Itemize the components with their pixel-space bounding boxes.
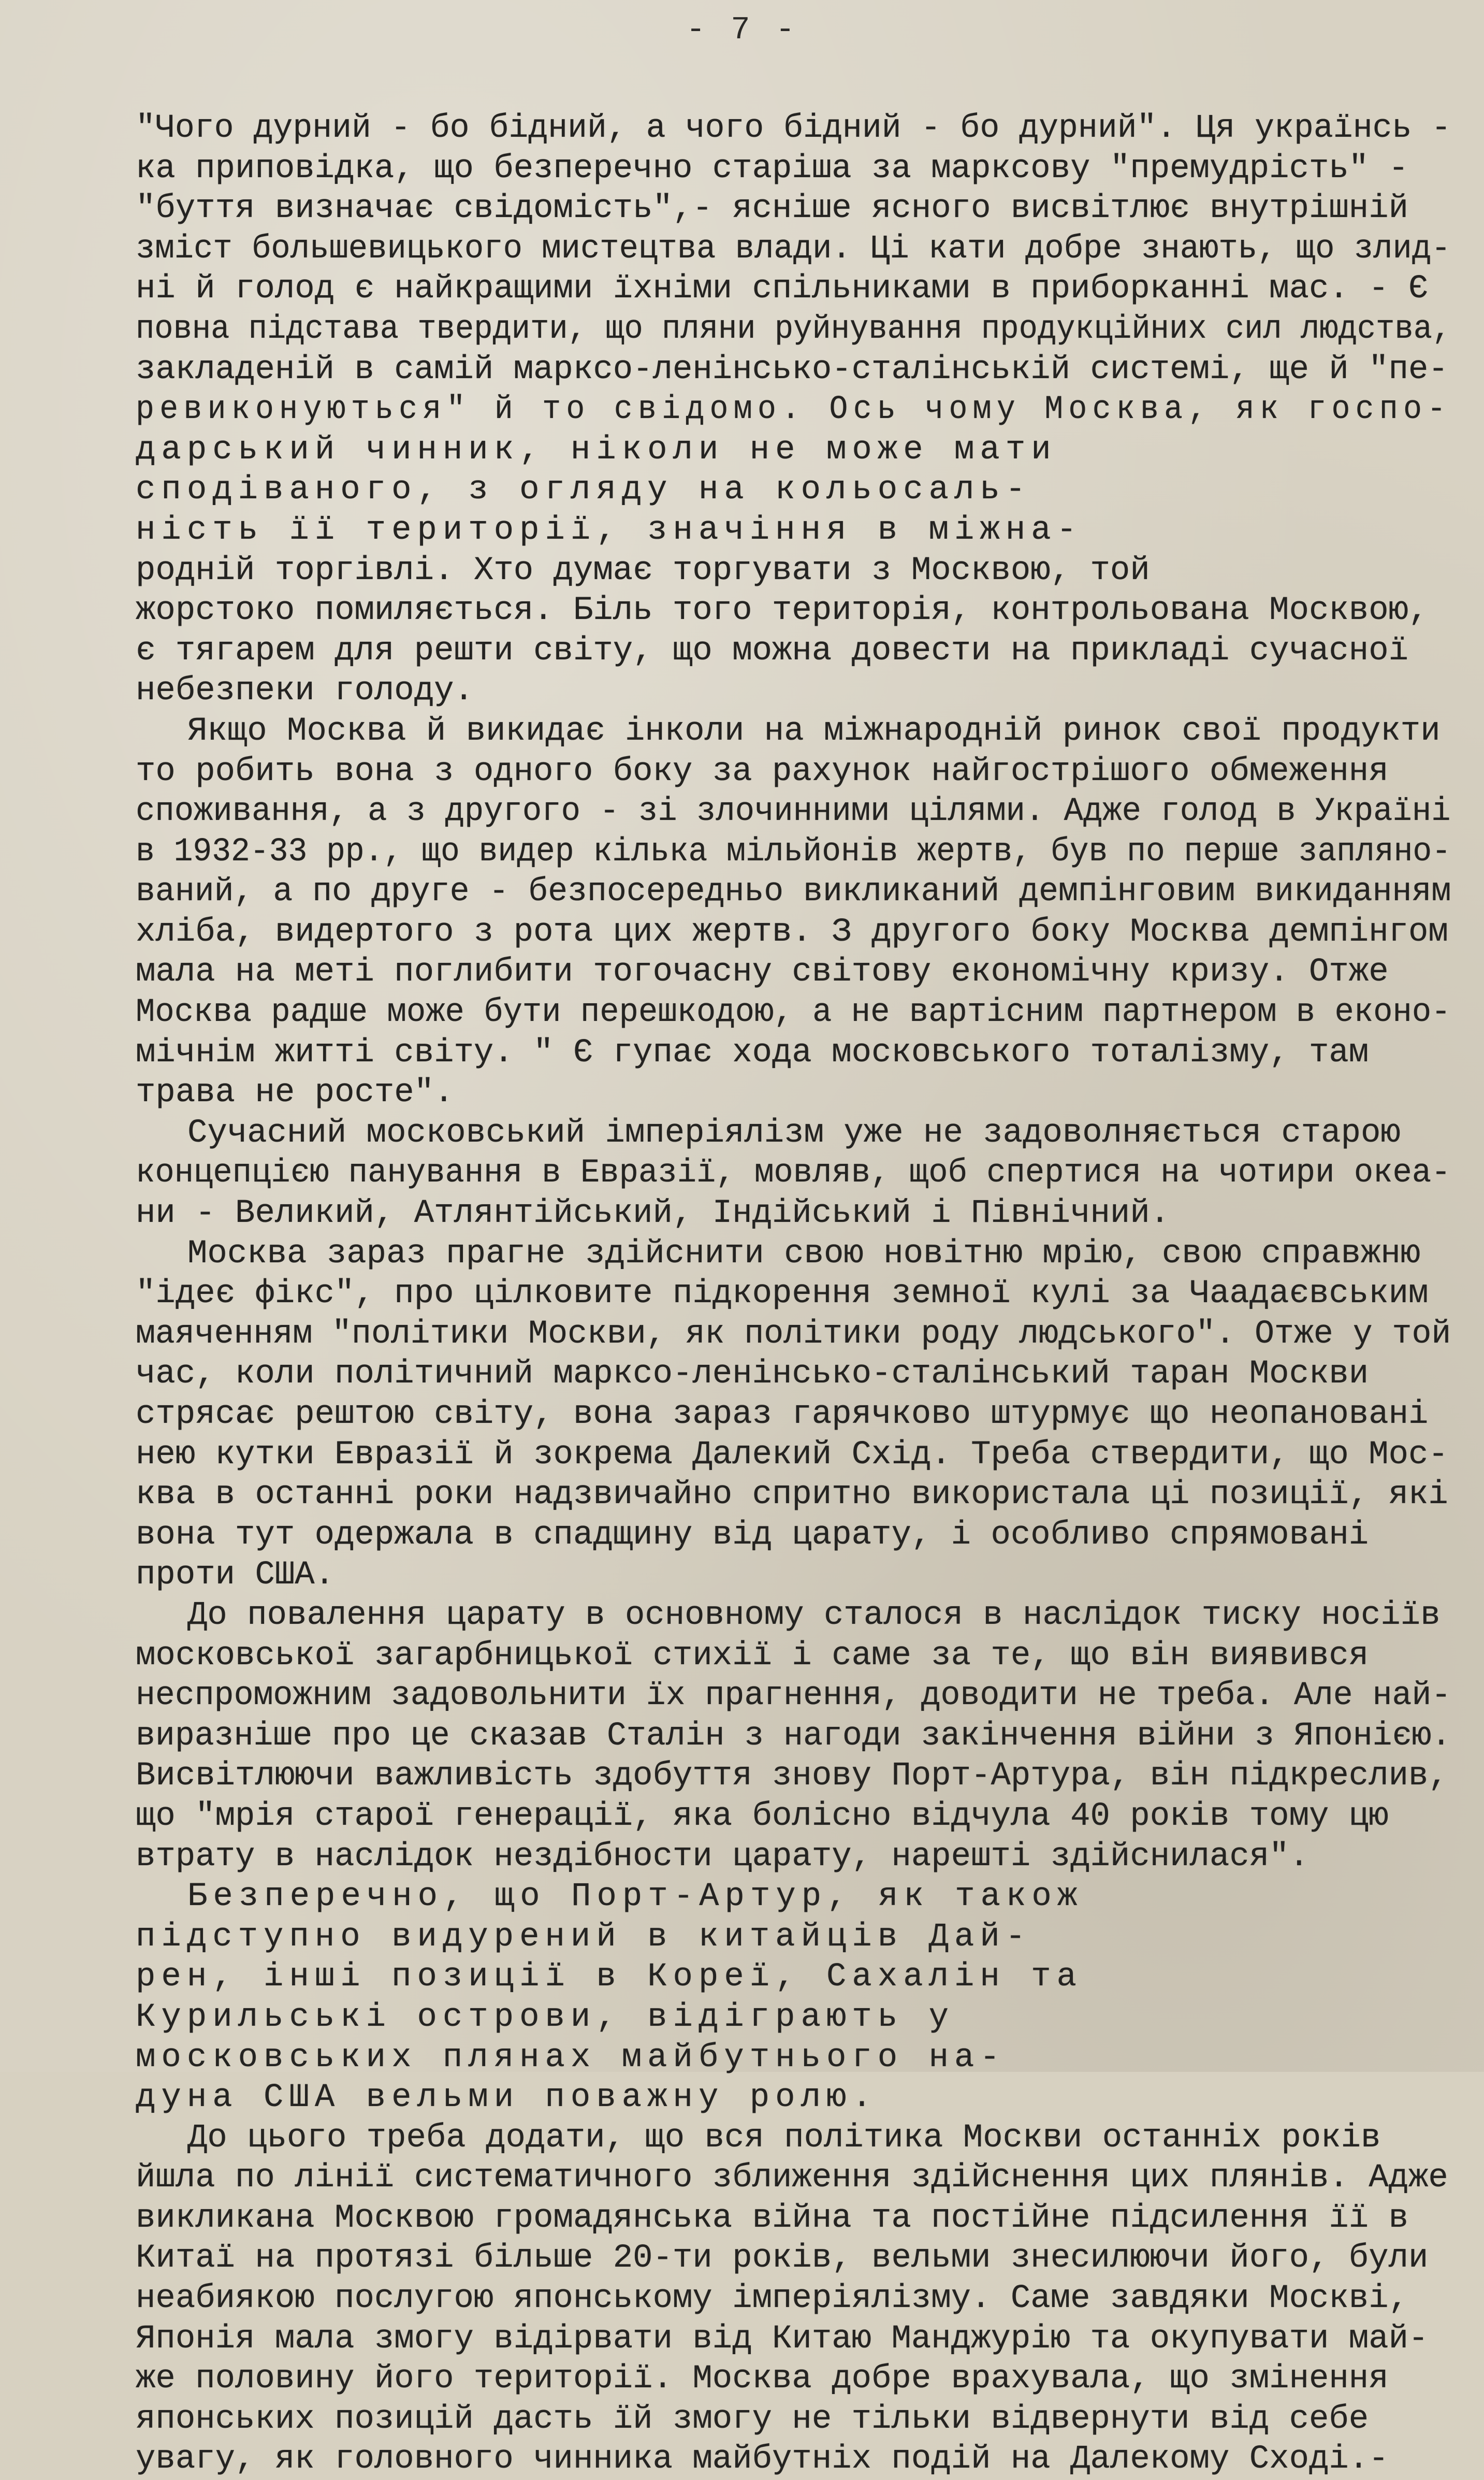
text-line: родній торгівлі. Хто думає торгувати з Москвою, той <box>136 552 1150 589</box>
text-line: час, коли політичний марксо-ленінсько-сталінський таран Москви <box>136 1356 1369 1393</box>
text-line: "буття визначає свідомість",- ясніше ясного висвітлює внутрішній <box>136 190 1408 228</box>
text-line: викликана Москвою громадянська війна та постійне підсилення її в <box>136 2199 1408 2237</box>
text-line: є тягарем для решти світу, що можна довести на прикладі сучасної <box>136 632 1408 670</box>
text-line: Москва радше може бути перешкодою, а не вартісним партнером в еконо- <box>136 994 1451 1032</box>
text-line: хліба, видертого з рота цих жертв. З другого боку Москва демпінгом <box>136 913 1448 951</box>
text-line: підступно видурений в китайців Дай- <box>136 1918 1031 1956</box>
text-line: московських плянах майбутнього на- <box>136 2039 1006 2077</box>
text-line: ква в останні роки надзвичайно спритно використала ці позиції, які <box>136 1476 1448 1514</box>
text-line: Безперечно, що Порт-Артур, як також <box>187 1878 1083 1916</box>
text-line: "Чого дурний - бо бідний, а чого бідний - бо дурний". Ця українсь - <box>136 110 1451 147</box>
text-line: ревиконуються" й то свідомо. Ось чому Москва, як госпо- <box>136 391 1451 429</box>
text-line: "ідеє фікс", про цілковите підкорення земної кулі за Чаадаєвським <box>136 1275 1429 1313</box>
text-line: вона тут одержала в спадщину від царату, і особливо спрямовані <box>136 1516 1369 1554</box>
text-line: неспроможним задовольнити їх прагнення, доводити не треба. Але най- <box>136 1677 1451 1715</box>
text-line: Японія мала змогу відірвати від Китаю Манджурію та окупувати май- <box>136 2320 1429 2358</box>
text-line: закладеній в самій марксо-ленінсько-сталінській системі, ще й "пе- <box>136 351 1448 388</box>
text-line: же половину його території. Москва добре врахувала, що змінення <box>136 2360 1389 2398</box>
text-line: неабиякою послугою японському імперіялізму. Саме завдяки Москві, <box>136 2280 1408 2318</box>
text-line: увагу, як головного чинника майбутніх подій на Далекому Сході.- <box>136 2441 1389 2478</box>
text-line: проти США. <box>136 1556 335 1594</box>
text-line: рен, інші позиції в Кореї, Сахалін та <box>136 1958 1083 1996</box>
text-line: дуна США вельми поважну ролю. <box>136 2079 878 2117</box>
text-line: жорстоко помиляється. Біль того територія, контрольована Москвою, <box>136 592 1429 630</box>
text-line: то робить вона з одного боку за рахунок найгострішого обмеження <box>136 753 1389 790</box>
text-line: ні й голод є найкращими їхніми спільниками в приборканні мас. - Є <box>136 270 1429 308</box>
text-line: Китаї на протязі більше 20-ти років, вельми знесилюючи його, були <box>136 2240 1429 2277</box>
text-line: Курильські острови, відіграють у <box>136 1998 954 2036</box>
text-line: Москва зараз прагне здійснити свою новітню мрію, свою справжню <box>187 1235 1421 1273</box>
text-line: ваний, а по друге - безпосередньо викликаний демпінговим викиданням <box>136 873 1451 911</box>
text-line: До цього треба додати, що вся політика Москви останніх років <box>187 2119 1381 2157</box>
text-line: ни - Великий, Атлянтійський, Індійський і Північний. <box>136 1195 1170 1233</box>
text-line: йшла по лінії систематичного зближення здійснення цих плянів. Адже <box>136 2159 1448 2197</box>
text-line: Висвітлюючи важливість здобуття знову Порт-Артура, він підкреслив, <box>136 1757 1448 1795</box>
text-line: небезпеки голоду. <box>136 672 474 710</box>
text-line: японських позицій дасть їй змогу не тільки відвернути від себе <box>136 2400 1369 2438</box>
text-line: зміст большевицького мистецтва влади. Ці кати добре знають, що злид- <box>136 230 1451 268</box>
text-line: Якщо Москва й викидає інколи на міжнародній ринок свої продукти <box>187 712 1441 750</box>
text-line: споживання, а з другого - зі злочинними цілями. Адже голод в Україні <box>136 793 1451 831</box>
page-number: - 7 - <box>686 11 798 48</box>
text-line: стрясає рештою світу, вона зараз гарячково штурмує що неопановані <box>136 1396 1429 1433</box>
text-line: повна підстава твердити, що пляни руйнування продукційних сил людства, <box>136 310 1451 348</box>
text-line: що "мрія старої генерації, яка болісно відчула 40 років тому цю <box>136 1797 1389 1835</box>
text-line: Сучасний московський імперіялізм уже не задоволняється старою <box>187 1114 1401 1152</box>
text-line: ка приповідка, що безперечно старіша за марксову "премудрість" - <box>136 150 1408 188</box>
text-line: маяченням "політики Москви, як політики роду людського". Отже у той <box>136 1315 1451 1353</box>
text-line: мічнім житті світу. " Є гупає хода московського тоталізму, там <box>136 1034 1369 1072</box>
text-line: ність її території, значіння в міжна- <box>136 511 1083 549</box>
text-line: мала на меті поглибити тогочасну світову економічну кризу. Отже <box>136 954 1389 991</box>
text-line: дарський чинник, ніколи не може мати <box>136 431 1057 469</box>
text-line: московської загарбницької стихії і саме за те, що він виявився <box>136 1637 1369 1675</box>
text-line: До повалення царату в основному сталося в наслідок тиску носіїв <box>187 1596 1441 1634</box>
typewritten-text-body <box>136 109 1451 2480</box>
text-line: виразніше про це сказав Сталін з нагоди закінчення війни з Японією. <box>136 1717 1451 1755</box>
text-line: в 1932-33 рр., що видер кілька мільйонів жертв, був по перше запляно- <box>136 833 1451 871</box>
text-line: концепцією панування в Евразії, мовляв, щоб спертися на чотири океа- <box>136 1155 1451 1192</box>
text-line: трава не росте". <box>136 1074 454 1112</box>
text-line: сподіваного, з огляду на кольосаль- <box>136 471 1031 509</box>
text-line: нею кутки Евразії й зокрема Далекий Схід. Треба ствердити, що Мос- <box>136 1436 1448 1474</box>
text-line: втрату в наслідок нездібности царату, нарешті здійснилася". <box>136 1838 1309 1876</box>
